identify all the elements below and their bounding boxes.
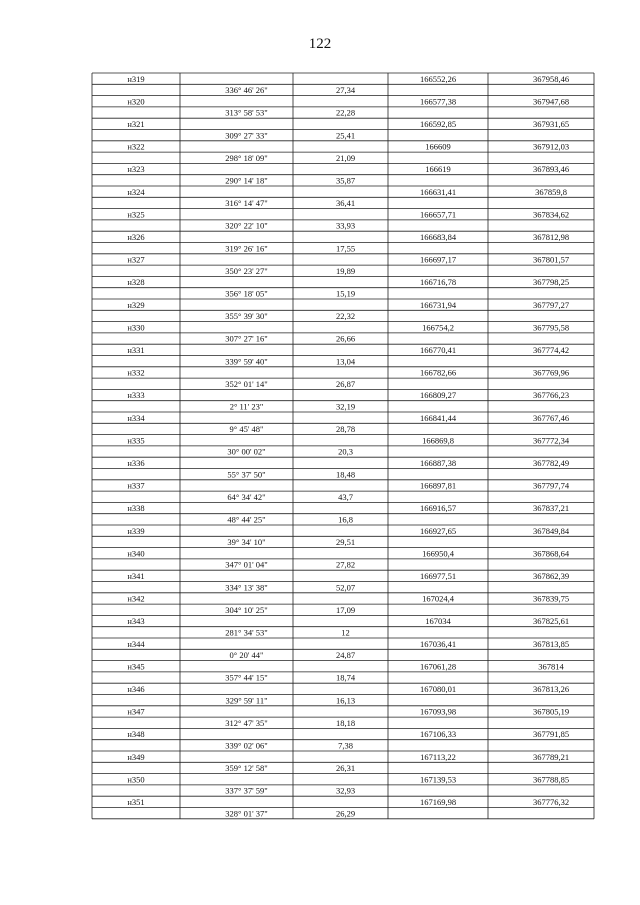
segment-angle-cell: 357° 44' 15" — [225, 672, 268, 683]
point-name-cell: н326 — [127, 232, 145, 243]
segment-angle-cell: 356° 18' 05" — [225, 288, 268, 299]
point-name-cell: н325 — [127, 209, 145, 220]
segment-angle-cell: 339° 59' 40" — [225, 356, 268, 367]
segment-angle-cell: 359° 12' 58" — [225, 763, 268, 774]
segment-length-cell: 20,3 — [338, 446, 353, 457]
segment-angle-cell: 329° 59' 11" — [225, 695, 268, 706]
point-x-cell: 166782,66 — [419, 367, 457, 378]
point-name-cell: н329 — [127, 299, 145, 310]
segment-angle-cell: 2° 11' 23" — [229, 401, 264, 412]
segment-length-cell: 26,87 — [335, 378, 356, 389]
segment-length-cell: 26,66 — [335, 333, 356, 344]
point-x-cell: 166887,38 — [419, 458, 457, 469]
point-x-cell: 167061,28 — [419, 661, 457, 672]
point-y-cell: 367931,65 — [532, 119, 570, 130]
point-y-cell: 367812,98 — [532, 232, 570, 243]
point-name-cell: н344 — [127, 638, 145, 649]
segment-length-cell: 27,82 — [335, 559, 356, 570]
point-x-cell: 167113,22 — [420, 751, 456, 762]
point-x-cell: 166950,4 — [422, 548, 454, 559]
segment-length-cell: 32,19 — [335, 401, 356, 412]
point-name-cell: н337 — [127, 480, 145, 491]
point-name-cell: н320 — [127, 96, 145, 107]
point-name-cell: н350 — [127, 774, 145, 785]
point-name-cell: н351 — [127, 797, 145, 808]
point-x-cell: 166869,8 — [422, 435, 454, 446]
segment-length-cell: 15,19 — [335, 288, 356, 299]
segment-angle-cell: 9° 45' 48" — [229, 424, 264, 435]
point-name-cell: н346 — [127, 684, 145, 695]
segment-length-cell: 35,87 — [335, 175, 356, 186]
point-x-cell: 167080,01 — [419, 684, 457, 695]
point-y-cell: 367797,27 — [532, 299, 570, 310]
point-name-cell: н335 — [127, 435, 145, 446]
segment-angle-cell: 0° 20' 44" — [229, 650, 264, 661]
point-y-cell: 367782,49 — [532, 458, 570, 469]
segment-length-cell: 29,51 — [335, 537, 356, 548]
point-name-cell: н345 — [127, 661, 145, 672]
point-y-cell: 367769,96 — [532, 367, 570, 378]
point-x-cell: 166754,2 — [422, 322, 454, 333]
point-y-cell: 367805,19 — [532, 706, 570, 717]
segment-angle-cell: 309° 27' 33" — [225, 130, 268, 141]
segment-angle-cell: 347° 01' 04" — [225, 559, 268, 570]
point-x-cell: 166577,38 — [419, 96, 457, 107]
point-name-cell: н338 — [127, 503, 145, 514]
point-x-cell: 167139,53 — [419, 774, 457, 785]
point-x-cell: 166697,17 — [419, 254, 457, 265]
segment-length-cell: 16,8 — [338, 514, 353, 525]
point-x-cell: 166916,57 — [419, 503, 457, 514]
segment-angle-cell: 352° 01' 14" — [225, 378, 268, 389]
point-name-cell: н321 — [127, 119, 145, 130]
segment-angle-cell: 281° 34' 53" — [225, 627, 268, 638]
segment-length-cell: 26,31 — [335, 763, 356, 774]
point-x-cell: 166716,78 — [419, 277, 457, 288]
point-y-cell: 367766,23 — [532, 390, 570, 401]
segment-length-cell: 25,41 — [335, 130, 356, 141]
segment-length-cell: 16,13 — [335, 695, 356, 706]
segment-length-cell: 18,48 — [335, 469, 356, 480]
point-x-cell: 166631,41 — [419, 186, 457, 197]
point-y-cell: 367814 — [538, 661, 564, 672]
segment-angle-cell: 39° 34' 10" — [227, 537, 266, 548]
point-name-cell: н327 — [127, 254, 145, 265]
point-y-cell: 367862,39 — [532, 571, 570, 582]
point-x-cell: 166657,71 — [419, 209, 457, 220]
segment-angle-cell: 304° 10' 25" — [225, 604, 268, 615]
point-x-cell: 167106,33 — [419, 729, 457, 740]
segment-length-cell: 33,93 — [335, 220, 356, 231]
point-x-cell: 166897,81 — [419, 480, 457, 491]
segment-length-cell: 28,78 — [335, 424, 356, 435]
point-x-cell: 167093,98 — [419, 706, 457, 717]
segment-angle-cell: 334° 13' 38" — [225, 582, 268, 593]
segment-length-cell: 18,18 — [335, 717, 356, 728]
segment-angle-cell: 55° 37' 50" — [227, 469, 266, 480]
segment-angle-cell: 298° 18' 09" — [225, 152, 268, 163]
point-name-cell: н340 — [127, 548, 145, 559]
point-y-cell: 367813,26 — [532, 684, 570, 695]
point-y-cell: 367834,62 — [532, 209, 570, 220]
point-x-cell: 167034 — [425, 616, 451, 627]
segment-length-cell: 26,29 — [335, 808, 356, 819]
segment-angle-cell: 337° 37' 59" — [225, 785, 268, 796]
point-y-cell: 367868,64 — [532, 548, 570, 559]
point-x-cell: 167169,98 — [419, 797, 457, 808]
segment-length-cell: 7,38 — [338, 740, 353, 751]
point-x-cell: 167036,41 — [419, 638, 457, 649]
segment-angle-cell: 339° 02' 06" — [225, 740, 268, 751]
segment-angle-cell: 312° 47' 35" — [225, 717, 268, 728]
segment-length-cell: 22,32 — [335, 311, 356, 322]
page-number: 122 — [308, 36, 332, 52]
point-y-cell: 367791,85 — [532, 729, 570, 740]
point-name-cell: н332 — [127, 367, 145, 378]
point-y-cell: 367801,57 — [532, 254, 570, 265]
point-x-cell: 166683,84 — [419, 232, 457, 243]
point-y-cell: 367795,58 — [532, 322, 570, 333]
point-name-cell: н347 — [127, 706, 145, 717]
segment-angle-cell: 320° 22' 10" — [225, 220, 268, 231]
point-name-cell: н333 — [127, 390, 145, 401]
point-name-cell: н334 — [127, 412, 145, 423]
point-y-cell: 367859,8 — [535, 186, 567, 197]
segment-length-cell: 27,34 — [335, 85, 356, 96]
segment-angle-cell: 30° 00' 02" — [227, 446, 266, 457]
point-y-cell: 367839,75 — [532, 593, 570, 604]
point-name-cell: н331 — [127, 345, 145, 356]
point-name-cell: н343 — [127, 616, 145, 627]
point-y-cell: 367912,03 — [532, 141, 570, 152]
point-x-cell: 166619 — [425, 164, 451, 175]
point-y-cell: 367947,68 — [532, 96, 570, 107]
point-y-cell: 367849,84 — [532, 525, 570, 536]
point-y-cell: 367798,25 — [532, 277, 570, 288]
segment-length-cell: 36,41 — [335, 198, 356, 209]
segment-length-cell: 17,55 — [335, 243, 356, 254]
point-y-cell: 367797,74 — [532, 480, 570, 491]
point-y-cell: 367772,34 — [532, 435, 570, 446]
point-name-cell: н324 — [127, 186, 145, 197]
point-name-cell: н339 — [127, 525, 145, 536]
point-y-cell: 367813,85 — [532, 638, 570, 649]
point-x-cell: 166731,94 — [419, 299, 457, 310]
point-x-cell: 166770,41 — [419, 345, 457, 356]
segment-length-cell: 43,7 — [338, 491, 353, 502]
point-name-cell: н322 — [127, 141, 145, 152]
segment-length-cell: 18,74 — [335, 672, 356, 683]
point-y-cell: 367958,46 — [532, 73, 570, 84]
segment-angle-cell: 307° 27' 16" — [225, 333, 268, 344]
segment-angle-cell: 355° 39' 30" — [225, 311, 268, 322]
point-x-cell: 166592,85 — [419, 119, 457, 130]
segment-angle-cell: 290° 14' 18" — [225, 175, 268, 186]
point-y-cell: 367774,42 — [532, 345, 570, 356]
point-name-cell: н341 — [127, 571, 145, 582]
point-y-cell: 367825,61 — [532, 616, 570, 627]
point-x-cell: 166977,51 — [419, 571, 457, 582]
segment-angle-cell: 316° 14' 47" — [225, 198, 268, 209]
segment-angle-cell: 313° 58' 53" — [225, 107, 268, 118]
point-name-cell: н349 — [127, 751, 145, 762]
point-x-cell: 166609 — [425, 141, 451, 152]
point-name-cell: н323 — [127, 164, 145, 175]
point-x-cell: 166927,65 — [419, 525, 457, 536]
segment-length-cell: 32,93 — [335, 785, 356, 796]
point-name-cell: н319 — [127, 73, 145, 84]
segment-angle-cell: 48° 44' 25" — [227, 514, 266, 525]
point-y-cell: 367776,32 — [532, 797, 570, 808]
segment-length-cell: 19,89 — [335, 265, 356, 276]
segment-length-cell: 13,04 — [335, 356, 356, 367]
point-x-cell: 167024,4 — [422, 593, 454, 604]
point-y-cell: 367788,85 — [532, 774, 570, 785]
point-y-cell: 367893,46 — [532, 164, 570, 175]
point-x-cell: 166552,26 — [419, 73, 457, 84]
segment-length-cell: 52,07 — [335, 582, 356, 593]
point-name-cell: н328 — [127, 277, 145, 288]
segment-length-cell: 24,87 — [335, 650, 356, 661]
segment-length-cell: 21,09 — [335, 152, 356, 163]
point-y-cell: 367789,21 — [532, 751, 570, 762]
point-name-cell: н330 — [127, 322, 145, 333]
segment-angle-cell: 350° 23' 27" — [225, 265, 268, 276]
segment-angle-cell: 328° 01' 37" — [225, 808, 268, 819]
point-x-cell: 166841,44 — [419, 412, 457, 423]
point-y-cell: 367837,21 — [532, 503, 570, 514]
point-name-cell: н342 — [127, 593, 145, 604]
point-name-cell: н348 — [127, 729, 145, 740]
segment-length-cell: 22,28 — [335, 107, 356, 118]
segment-angle-cell: 319° 26' 16" — [225, 243, 268, 254]
segment-angle-cell: 336° 46' 26" — [225, 85, 268, 96]
point-name-cell: н336 — [127, 458, 145, 469]
point-y-cell: 367767,46 — [532, 412, 570, 423]
segment-angle-cell: 64° 34' 42" — [227, 491, 266, 502]
segment-length-cell: 17,09 — [335, 604, 356, 615]
segment-length-cell: 12 — [341, 627, 350, 638]
point-x-cell: 166809,27 — [419, 390, 457, 401]
